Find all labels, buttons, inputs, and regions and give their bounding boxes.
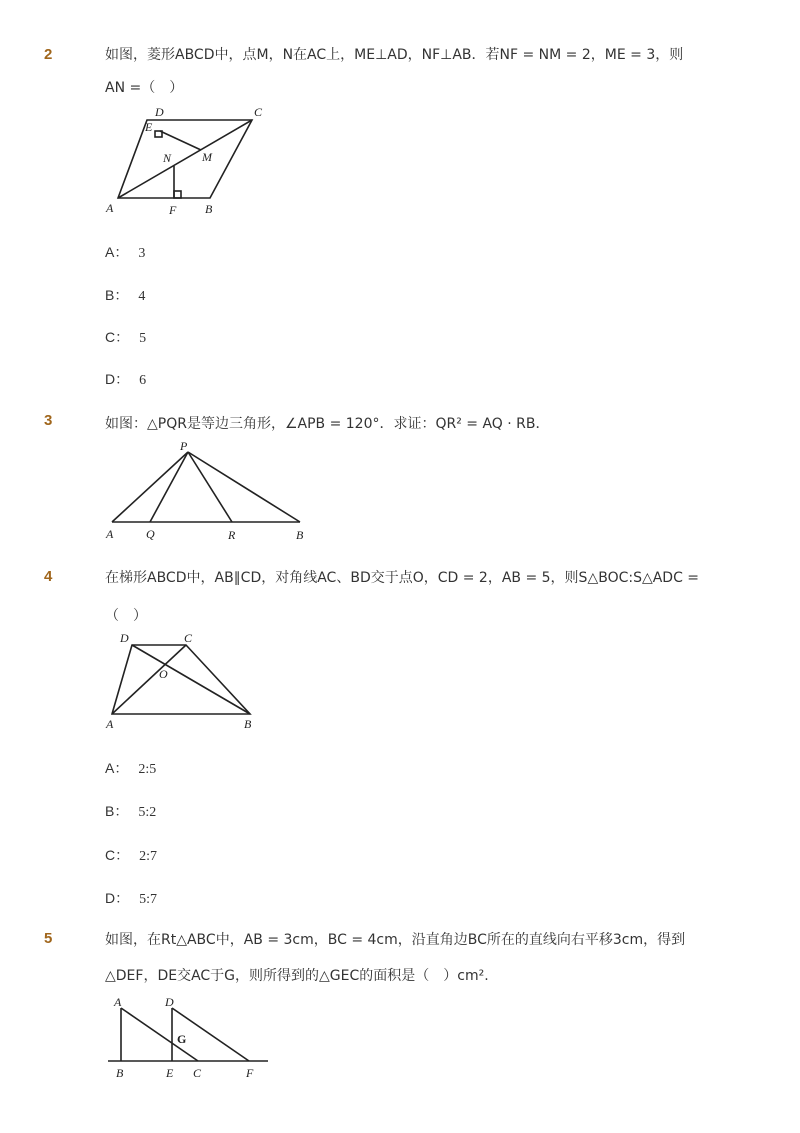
label-C: C xyxy=(184,631,193,645)
question-stem: 如图，在Rt△ABC中，AB = 3cm，BC = 4cm，沿直角边BC所在的直线向右平移3cm，得到 xyxy=(105,932,686,948)
label-E: E xyxy=(145,120,153,134)
label-B: B xyxy=(205,202,213,216)
option-a[interactable]: A： 2:5 xyxy=(105,760,157,777)
label-M: M xyxy=(202,150,212,164)
trapezoid-figure xyxy=(100,628,270,733)
question-number: 5 xyxy=(44,930,53,947)
label-A: A xyxy=(114,995,122,1009)
option-d[interactable]: D： 5:7 xyxy=(105,890,158,907)
question-stem: 在梯形ABCD中，AB∥CD，对角线AC、BD交于点O，CD = 2，AB = 5，则S△BOC:S△ADC = xyxy=(105,570,700,586)
label-C: C xyxy=(193,1066,202,1080)
question-stem-line2: △DEF，DE交AC于G，则所得到的△GEC的面积是（ ）cm². xyxy=(105,968,489,984)
option-d[interactable]: D： 6 xyxy=(105,371,147,388)
question-stem: 如图，菱形ABCD中，点M，N在AC上，ME⊥AD，NF⊥AB．若NF = NM = 2，ME = 3，则 xyxy=(105,47,684,63)
option-b[interactable]: B： 4 xyxy=(105,287,146,304)
label-B: B xyxy=(296,528,304,542)
option-c[interactable]: C： 5 xyxy=(105,329,147,346)
triangle-figure xyxy=(100,438,315,548)
label-A: A xyxy=(106,717,114,731)
label-B: B xyxy=(116,1066,124,1080)
label-Q: Q xyxy=(146,527,155,541)
question-stem-line2: （ ） xyxy=(105,608,147,624)
label-R: R xyxy=(228,528,236,542)
option-a[interactable]: A： 3 xyxy=(105,244,146,261)
option-c[interactable]: C： 2:7 xyxy=(105,847,158,864)
label-A: A xyxy=(106,201,114,215)
question-number: 4 xyxy=(44,568,53,585)
label-G: G xyxy=(177,1032,187,1046)
translation-figure xyxy=(100,994,275,1084)
label-N: N xyxy=(163,151,172,165)
label-P: P xyxy=(180,439,188,453)
label-O: O xyxy=(159,667,168,681)
question-number: 2 xyxy=(44,46,53,63)
label-D: D xyxy=(165,995,174,1009)
label-E: E xyxy=(166,1066,174,1080)
label-C: C xyxy=(254,105,263,119)
label-F: F xyxy=(169,203,177,217)
question-number: 3 xyxy=(44,412,53,429)
label-D: D xyxy=(120,631,129,645)
question-stem: 如图：△PQR是等边三角形，∠APB = 120°．求证：QR² = AQ · RB． xyxy=(105,416,550,432)
label-B: B xyxy=(244,717,252,731)
label-A: A xyxy=(106,527,114,541)
option-b[interactable]: B： 5:2 xyxy=(105,803,157,820)
label-F: F xyxy=(246,1066,254,1080)
question-stem-line2: AN =（ ） xyxy=(105,80,184,96)
label-D: D xyxy=(155,105,164,119)
rhombus-figure xyxy=(100,105,280,220)
